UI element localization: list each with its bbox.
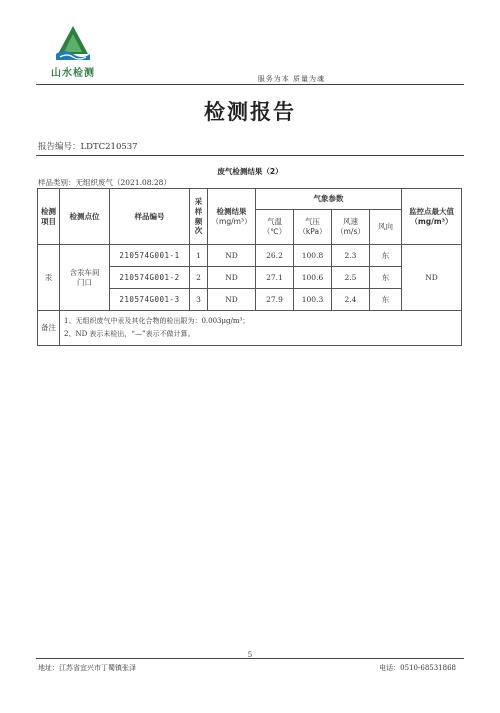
header-temp-unit: （℃） xyxy=(262,227,287,236)
note-row xyxy=(38,311,462,346)
header-temp xyxy=(256,210,294,245)
header-result-label: 检测结果 xyxy=(216,206,247,216)
cell-wind-speed: 2.4 xyxy=(332,289,370,311)
report-number: 报告编号：LDTC210537 xyxy=(38,142,138,152)
header-location: 检测点位 xyxy=(60,189,110,245)
cell-wind-speed: 2.5 xyxy=(332,267,370,289)
cell-wind-dir: 东 xyxy=(370,267,402,289)
note-line: 2、ND 表示未检出，“—”表示不做计算。 xyxy=(64,330,195,338)
footer-address: 地址：江苏省宜兴市丁蜀镇张泽 xyxy=(38,664,136,672)
header-sample-no: 样品编号 xyxy=(110,189,190,245)
cell-result: ND xyxy=(208,289,256,311)
sample-category: 样品类别：无组织废气（2021.08.28） xyxy=(38,178,171,187)
cell-wind-dir: 东 xyxy=(370,245,402,267)
cell-pressure: 100.8 xyxy=(294,245,332,267)
header-wind-speed xyxy=(332,210,370,245)
footer-divider xyxy=(36,658,464,659)
cell-freq: 2 xyxy=(190,267,208,289)
cell-sample-no: 210574G001-2 xyxy=(110,267,190,289)
header-max-label: 监控点最大值 xyxy=(409,206,454,216)
footer-phone: 电话：0510-68531868 xyxy=(379,664,456,672)
cell-pressure: 100.3 xyxy=(294,289,332,311)
cell-item: 汞 xyxy=(38,245,60,311)
cell-pressure: 100.6 xyxy=(294,267,332,289)
header-max xyxy=(402,189,462,245)
note-content xyxy=(60,311,462,346)
cell-temp: 27.1 xyxy=(256,267,294,289)
header-wind-speed-unit: （m/s） xyxy=(336,227,365,236)
cell-result: ND xyxy=(208,267,256,289)
note-line: 1、无组织废气中汞及其化合物的检出限为：0.003μg/m³； xyxy=(64,317,250,326)
cell-freq: 3 xyxy=(190,289,208,311)
header-temp-label: 气温 xyxy=(267,217,282,227)
header-divider xyxy=(36,84,464,85)
slogan: 服务为本 质量为魂 xyxy=(257,75,325,83)
results-table xyxy=(37,188,462,346)
cell-wind-speed: 2.3 xyxy=(332,245,370,267)
mountain-water-logo-icon xyxy=(52,24,94,64)
page-number: 5 xyxy=(247,651,253,659)
header-pressure-label: 气压 xyxy=(305,217,320,227)
cell-wind-dir: 东 xyxy=(370,289,402,311)
header-weather: 气象参数 xyxy=(256,189,402,210)
header-result-unit: （mg/m³） xyxy=(211,216,252,226)
header-result xyxy=(208,189,256,245)
header-frequency: 采样频次 xyxy=(190,189,208,245)
cell-sample-no: 210574G001-3 xyxy=(110,289,190,311)
page-title: 检测报告 xyxy=(204,99,296,124)
title-divider xyxy=(36,155,464,156)
cell-freq: 1 xyxy=(190,245,208,267)
table-title: 废气检测结果（2） xyxy=(217,167,283,176)
header-wind-speed-label: 风速 xyxy=(343,217,358,227)
header-max-unit: （mg/m³） xyxy=(410,216,453,226)
header-item: 检测项目 xyxy=(38,189,60,245)
logo-text: 山水检测 xyxy=(51,68,95,79)
note-label: 备注 xyxy=(38,311,60,346)
header-pressure xyxy=(294,210,332,245)
cell-temp: 27.9 xyxy=(256,289,294,311)
cell-result: ND xyxy=(208,245,256,267)
cell-temp: 26.2 xyxy=(256,245,294,267)
table-row xyxy=(38,245,462,267)
cell-location: 含汞车间门口 xyxy=(60,245,110,311)
cell-max: ND xyxy=(402,245,462,311)
header-wind-dir: 风向 xyxy=(370,210,402,245)
company-logo xyxy=(44,24,102,78)
header-pressure-unit: （kPa） xyxy=(298,227,327,236)
cell-sample-no: 210574G001-1 xyxy=(110,245,190,267)
